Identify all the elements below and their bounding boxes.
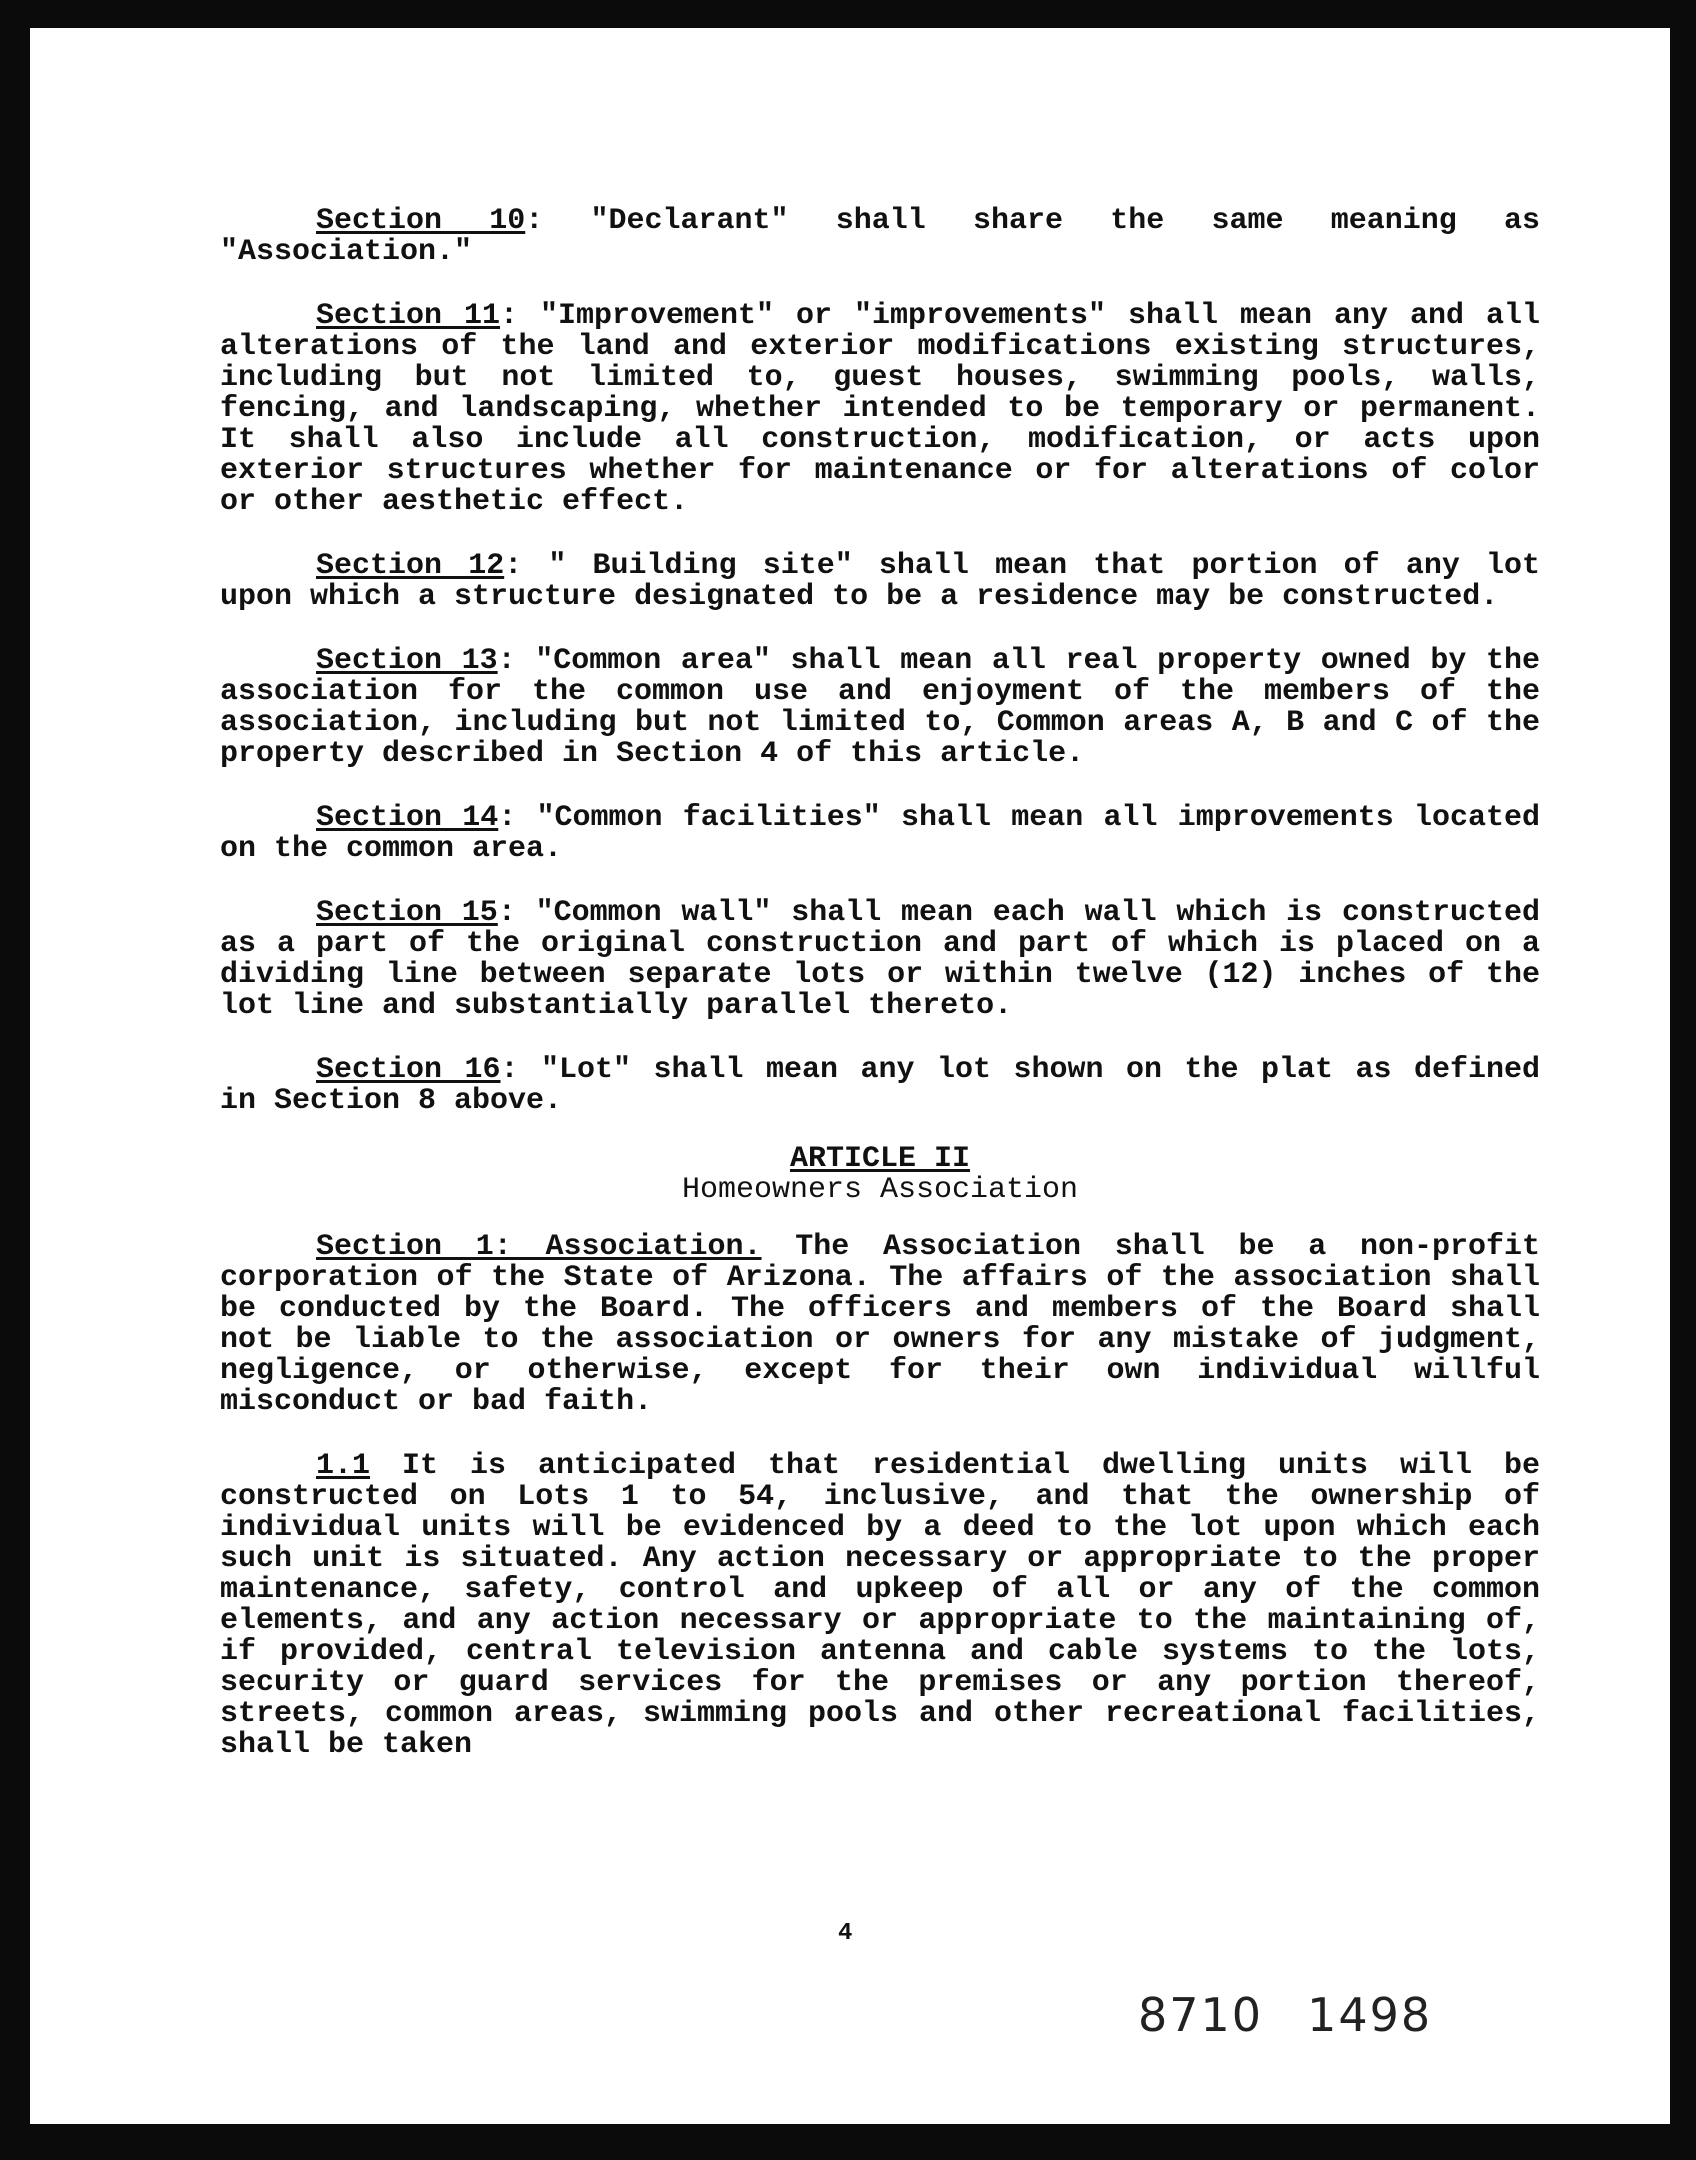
section-text: : "Declarant" shall share the same meaning as "Association." xyxy=(220,204,1540,269)
section-text: : "Improvement" or "improvements" shall mean any and all alterations of the land and exterior modifications existing structures, including but not limited to, guest houses, swimming pools, walls, fencing, and landscaping, whether intended to be temporary or permanent. It shall also include all construction, modification, or acts upon exterior structures whether for maintenance or for alterations of color or other aesthetic effect. xyxy=(220,299,1540,519)
section-heading: Section 15 xyxy=(316,896,498,930)
section-15 xyxy=(220,898,1540,1022)
scan-speck xyxy=(8,380,16,388)
document-body xyxy=(220,206,1540,1761)
section-11 xyxy=(220,301,1540,518)
section-heading: Section 14 xyxy=(316,801,499,835)
article-heading xyxy=(220,1144,1540,1206)
article-title: ARTICLE II xyxy=(789,1142,971,1176)
document-code xyxy=(1138,1988,1476,2042)
section-heading: Section 13 xyxy=(316,644,498,678)
section-text: The Association shall be a non-profit corporation of the State of Arizona. The affairs of the association shall be conducted by the Board. The officers and members of the Board shall not be liable to the association or owners for any mistake of judgment, negligence, or otherwise, except for their own individual willful misconduct or bad faith. xyxy=(220,1230,1540,1419)
section-13 xyxy=(220,646,1540,770)
section-heading: Section 1: Association. xyxy=(316,1230,762,1264)
section-heading: Section 11 xyxy=(316,299,501,333)
article-section-1 xyxy=(220,1232,1540,1418)
document-code-part: 1498 xyxy=(1307,1988,1433,2042)
document-code-part: 8710 xyxy=(1138,1988,1264,2042)
section-text: : "Lot" shall mean any lot shown on the plat as defined in Section 8 above. xyxy=(220,1053,1540,1118)
section-12 xyxy=(220,551,1540,613)
article-section-1-1 xyxy=(220,1451,1540,1761)
page-number: 4 xyxy=(838,1920,853,1947)
section-10 xyxy=(220,206,1540,268)
section-heading: 1.1 xyxy=(316,1449,371,1483)
section-text: : "Common wall" shall mean each wall which is constructed as a part of the original construction and part of which is placed on a dividing line between separate lots or within twelve (12) inches of the lot line and substantially parallel thereto. xyxy=(220,896,1540,1023)
section-14 xyxy=(220,803,1540,865)
section-heading: Section 10 xyxy=(316,204,526,238)
document-page xyxy=(30,28,1670,2124)
section-heading: Section 12 xyxy=(316,549,505,583)
section-text: : "Common area" shall mean all real property owned by the association for the common use and enjoyment of the members of the association, including but not limited to, Common areas A, B and C of the property described in Section 4 of this article. xyxy=(220,644,1541,771)
scan-speck xyxy=(6,1340,13,1347)
section-text: It is anticipated that residential dwelling units will be constructed on Lots 1 to 54, inclusive, and that the ownership of individual units will be evidenced by a deed to the lot upon which each such unit is situated. Any action necessary or appropriate to the proper maintenance, safety, control and upkeep of all or any of the common elements, and any action necessary or appropriate to the maintaining of, if provided, central television antenna and cable systems to the lots, security or guard services for the premises or any portion thereof, streets, common areas, swimming pools and other recreational facilities, shall be taken xyxy=(220,1449,1540,1762)
section-text: : " Building site" shall mean that portion of any lot upon which a structure designated to be a residence may be constructed. xyxy=(220,549,1541,614)
article-subtitle: Homeowners Association xyxy=(681,1173,1079,1207)
section-16 xyxy=(220,1055,1540,1117)
section-text: : "Common facilities" shall mean all improvements located on the common area. xyxy=(220,801,1541,866)
section-heading: Section 16 xyxy=(316,1053,501,1087)
scan-speck xyxy=(8,1780,14,1786)
